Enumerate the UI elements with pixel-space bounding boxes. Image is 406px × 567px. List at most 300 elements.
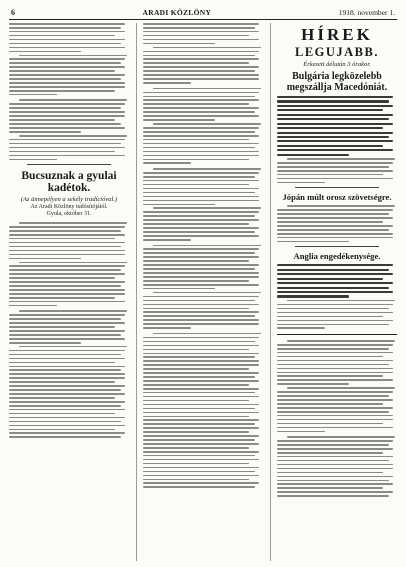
text-line-placeholder (277, 96, 393, 98)
text-line-placeholder (143, 70, 255, 72)
text-line-placeholder (9, 43, 121, 45)
text-line-placeholder (143, 482, 259, 484)
text-line-placeholder (143, 231, 255, 233)
text-line-placeholder (277, 483, 393, 485)
text-line-placeholder (143, 380, 259, 382)
text-line-placeholder (143, 115, 259, 117)
text-line-placeholder (277, 399, 393, 401)
text-line-placeholder (143, 159, 249, 161)
text-line-placeholder (143, 135, 259, 137)
text-line-placeholder (9, 305, 57, 307)
text-line-placeholder (143, 349, 249, 351)
text-line-placeholder (277, 174, 383, 176)
text-line-placeholder (277, 324, 389, 326)
text-line-placeholder (143, 288, 215, 290)
column-1 (9, 23, 129, 561)
text-line-placeholder (143, 311, 259, 313)
text-line-placeholder (9, 326, 115, 328)
text-line-placeholder (9, 354, 121, 356)
text-line-placeholder (143, 467, 259, 469)
text-line-placeholder (9, 413, 115, 415)
text-line-placeholder (9, 254, 125, 256)
text-line-placeholder (143, 235, 259, 237)
text-line-placeholder (143, 455, 255, 457)
text-line-placeholder (277, 419, 393, 421)
text-line-placeholder (143, 82, 191, 84)
text-line-placeholder (143, 219, 259, 221)
text-line-placeholder (277, 368, 393, 370)
text-line-placeholder (9, 314, 125, 316)
text-line-placeholder (277, 448, 393, 450)
article-separator (27, 164, 111, 165)
text-line-placeholder (277, 403, 383, 405)
text-line-placeholder (9, 369, 121, 371)
text-line-placeholder (143, 384, 249, 386)
text-line-placeholder (277, 233, 393, 235)
headline-japan: Jópán múlt orosz szövetségre. (282, 192, 392, 203)
text-line-placeholder (143, 419, 259, 421)
text-line-placeholder (9, 131, 81, 133)
text-line-placeholder (277, 327, 325, 329)
text-line-placeholder (143, 227, 259, 229)
text-line-placeholder (277, 316, 383, 318)
page-number: 6 (11, 8, 15, 17)
text-line-placeholder (287, 387, 395, 389)
text-line-placeholder (9, 350, 125, 352)
text-line-placeholder (9, 31, 125, 33)
text-line-placeholder (9, 273, 125, 275)
text-line-placeholder (19, 55, 127, 57)
text-line-placeholder (143, 423, 255, 425)
page-columns (9, 23, 397, 561)
text-line-placeholder (9, 86, 125, 88)
text-line-placeholder (153, 123, 261, 125)
text-line-placeholder (9, 397, 115, 399)
text-line-placeholder (277, 291, 393, 293)
text-line-placeholder (143, 223, 249, 225)
text-line-placeholder (9, 94, 57, 96)
text-line-placeholder (287, 340, 395, 342)
text-line-placeholder (143, 396, 259, 398)
text-line-placeholder (143, 341, 255, 343)
text-line-placeholder (143, 111, 255, 113)
text-line-placeholder (277, 320, 393, 322)
text-line-placeholder (9, 111, 125, 113)
text-line-placeholder (9, 277, 115, 279)
text-line-placeholder (287, 300, 395, 302)
text-line-placeholder (143, 447, 249, 449)
text-line-placeholder (277, 464, 393, 466)
text-line-placeholder (277, 209, 393, 211)
text-line-placeholder (143, 55, 255, 57)
text-line-placeholder (143, 143, 259, 145)
text-line-placeholder (9, 377, 125, 379)
text-line-placeholder (143, 92, 259, 94)
text-line-placeholder (277, 407, 393, 409)
text-line-placeholder (143, 360, 259, 362)
text-line-placeholder (277, 472, 383, 474)
text-line-placeholder (9, 103, 125, 105)
text-line-placeholder (9, 285, 121, 287)
text-line-placeholder (9, 35, 115, 37)
text-line-placeholder (277, 166, 389, 168)
text-line-placeholder (9, 265, 125, 267)
text-line-placeholder (143, 471, 255, 473)
text-line-placeholder (143, 364, 259, 366)
text-line-placeholder (9, 342, 81, 344)
text-line-placeholder (143, 192, 255, 194)
text-line-placeholder (9, 385, 125, 387)
text-line-placeholder (9, 23, 125, 25)
text-line-placeholder (277, 495, 389, 497)
text-line-placeholder (9, 242, 125, 244)
text-line-placeholder (143, 345, 259, 347)
text-line-placeholder (277, 360, 393, 362)
text-line-placeholder (277, 427, 393, 429)
text-line-placeholder (143, 31, 259, 33)
text-line-placeholder (19, 135, 127, 137)
text-line-placeholder (277, 287, 389, 289)
text-line-placeholder (143, 204, 215, 206)
text-line-placeholder (143, 475, 259, 477)
text-line-placeholder (9, 301, 125, 303)
article-separator (295, 187, 379, 188)
text-line-placeholder (9, 246, 121, 248)
text-line-placeholder (277, 123, 393, 125)
text-line-placeholder (9, 51, 81, 53)
text-line-placeholder (143, 180, 259, 182)
text-line-placeholder (277, 423, 383, 425)
text-line-placeholder (9, 143, 121, 145)
text-line-placeholder (9, 39, 125, 41)
section-rule (277, 334, 397, 335)
text-line-placeholder (9, 139, 125, 141)
column-2 (136, 23, 263, 561)
text-line-placeholder (9, 362, 115, 364)
text-line-placeholder (143, 103, 249, 105)
text-line-placeholder (143, 23, 259, 25)
text-line-placeholder (9, 115, 125, 117)
text-line-placeholder (9, 366, 125, 368)
text-line-placeholder (277, 237, 393, 239)
section-title-hirek: HÍREK (301, 25, 373, 44)
text-line-placeholder (143, 304, 259, 306)
text-line-placeholder (277, 114, 393, 116)
text-line-placeholder (143, 443, 259, 445)
text-line-placeholder (9, 417, 125, 419)
text-line-placeholder (277, 109, 383, 111)
text-line-placeholder (9, 82, 125, 84)
text-line-placeholder (9, 421, 121, 423)
text-line-placeholder (277, 452, 383, 454)
text-line-placeholder (277, 391, 393, 393)
text-line-placeholder (9, 436, 121, 438)
text-line-placeholder (153, 207, 261, 209)
text-line-placeholder (9, 358, 125, 360)
article-source: Az Aradi Közlöny tudósítójától. (30, 204, 108, 211)
article-title: Bucsuznak a gyulai kadétok. (21, 170, 117, 195)
text-line-placeholder (153, 245, 261, 247)
news-timestamp: Érkezett délután 3 órakor. (303, 61, 371, 68)
text-line-placeholder (143, 172, 259, 174)
text-line-placeholder (143, 284, 259, 286)
text-line-placeholder (277, 269, 389, 271)
text-line-placeholder (277, 487, 383, 489)
text-line-placeholder (143, 74, 259, 76)
text-line-placeholder (143, 451, 259, 453)
text-line-placeholder (143, 131, 255, 133)
text-line-placeholder (9, 90, 115, 92)
text-line-placeholder (143, 78, 259, 80)
text-line-placeholder (143, 459, 259, 461)
text-line-placeholder (9, 409, 125, 411)
text-line-placeholder (143, 376, 255, 378)
text-line-placeholder (19, 310, 127, 312)
text-line-placeholder (277, 182, 325, 184)
text-line-placeholder (143, 215, 255, 217)
text-line-placeholder (9, 338, 125, 340)
text-line-placeholder (9, 234, 125, 236)
text-line-placeholder (277, 352, 393, 354)
text-line-placeholder (277, 364, 389, 366)
text-line-placeholder (9, 322, 125, 324)
text-line-placeholder (277, 348, 389, 350)
text-line-placeholder (9, 147, 125, 149)
text-line-placeholder (277, 145, 383, 147)
text-line-placeholder (277, 395, 389, 397)
text-line-placeholder (143, 239, 191, 241)
text-line-placeholder (153, 292, 261, 294)
text-line-placeholder (143, 388, 259, 390)
text-line-placeholder (143, 184, 249, 186)
text-line-placeholder (143, 315, 255, 317)
text-line-placeholder (287, 158, 395, 160)
text-line-placeholder (277, 379, 393, 381)
text-line-placeholder (277, 100, 389, 102)
text-line-placeholder (153, 88, 261, 90)
text-line-placeholder (143, 368, 249, 370)
text-line-placeholder (143, 27, 255, 29)
text-line-placeholder (277, 229, 389, 231)
text-line-placeholder (143, 416, 249, 418)
text-line-placeholder (19, 346, 127, 348)
article-dateline: Gyula, október 31. (46, 211, 92, 218)
text-line-placeholder (277, 127, 383, 129)
text-line-placeholder (287, 205, 395, 207)
text-line-placeholder (9, 226, 125, 228)
text-line-placeholder (9, 269, 121, 271)
text-line-placeholder (277, 136, 389, 138)
text-line-placeholder (9, 334, 121, 336)
text-line-placeholder (277, 308, 389, 310)
text-line-placeholder (9, 159, 57, 161)
text-line-placeholder (143, 43, 215, 45)
text-line-placeholder (143, 96, 255, 98)
text-line-placeholder (143, 400, 249, 402)
text-line-placeholder (277, 415, 393, 417)
text-line-placeholder (277, 178, 393, 180)
text-line-placeholder (277, 344, 393, 346)
text-line-placeholder (277, 225, 393, 227)
text-line-placeholder (143, 252, 255, 254)
text-line-placeholder (143, 427, 259, 429)
text-line-placeholder (277, 217, 393, 219)
text-line-placeholder (9, 293, 125, 295)
page-header (9, 5, 397, 17)
text-line-placeholder (9, 289, 125, 291)
text-line-placeholder (277, 460, 389, 462)
text-line-placeholder (277, 456, 393, 458)
text-line-placeholder (143, 439, 255, 441)
text-line-placeholder (143, 155, 259, 157)
text-line-placeholder (143, 308, 249, 310)
text-line-placeholder (143, 264, 259, 266)
text-line-placeholder (9, 119, 115, 121)
text-line-placeholder (9, 66, 125, 68)
text-line-placeholder (9, 62, 121, 64)
text-line-placeholder (277, 431, 325, 433)
text-line-placeholder (277, 372, 393, 374)
text-line-placeholder (9, 70, 115, 72)
text-line-placeholder (277, 312, 393, 314)
text-line-placeholder (143, 479, 249, 481)
text-line-placeholder (143, 356, 255, 358)
text-line-placeholder (277, 118, 389, 120)
text-line-placeholder (143, 412, 259, 414)
text-line-placeholder (9, 401, 125, 403)
text-line-placeholder (19, 99, 127, 101)
text-line-placeholder (277, 154, 349, 156)
text-line-placeholder (277, 140, 393, 142)
text-line-placeholder (277, 273, 393, 275)
text-line-placeholder (277, 221, 383, 223)
text-line-placeholder (143, 392, 255, 394)
text-line-placeholder (143, 39, 259, 41)
text-line-placeholder (9, 151, 115, 153)
text-line-placeholder (143, 196, 259, 198)
text-line-placeholder (143, 176, 255, 178)
text-line-placeholder (9, 127, 125, 129)
text-line-placeholder (9, 238, 115, 240)
article-separator (295, 246, 379, 247)
text-line-placeholder (9, 123, 121, 125)
text-line-placeholder (153, 168, 261, 170)
text-line-placeholder (277, 162, 393, 164)
text-line-placeholder (277, 444, 389, 446)
text-line-placeholder (277, 170, 393, 172)
text-line-placeholder (277, 375, 383, 377)
text-line-placeholder (277, 440, 393, 442)
text-line-placeholder (143, 256, 259, 258)
text-line-placeholder (9, 393, 125, 395)
headline-bulgaria: Bulgária legközelebb megszállja Macedóniát. (286, 71, 388, 93)
text-line-placeholder (277, 132, 393, 134)
text-line-placeholder (9, 27, 121, 29)
text-line-placeholder (143, 486, 255, 488)
text-line-placeholder (277, 282, 393, 284)
text-line-placeholder (277, 480, 389, 482)
text-line-placeholder (9, 297, 115, 299)
text-line-placeholder (9, 432, 125, 434)
text-line-placeholder (277, 476, 393, 478)
newspaper-title: ARADI KÖZLÖNY (142, 8, 212, 17)
text-line-placeholder (143, 431, 249, 433)
text-line-placeholder (143, 319, 259, 321)
text-line-placeholder (143, 66, 259, 68)
text-line-placeholder (9, 425, 125, 427)
text-line-placeholder (19, 222, 127, 224)
text-line-placeholder (143, 463, 249, 465)
text-line-placeholder (277, 468, 393, 470)
text-line-placeholder (9, 429, 115, 431)
text-line-placeholder (143, 200, 259, 202)
text-line-placeholder (143, 260, 249, 262)
text-line-placeholder (277, 264, 393, 266)
text-line-placeholder (143, 372, 259, 374)
text-line-placeholder (9, 381, 115, 383)
text-line-placeholder (143, 139, 249, 141)
text-line-placeholder (143, 162, 191, 164)
text-line-placeholder (143, 272, 259, 274)
text-line-placeholder (9, 250, 125, 252)
text-line-placeholder (9, 405, 121, 407)
text-line-placeholder (277, 105, 393, 107)
text-line-placeholder (143, 435, 259, 437)
text-line-placeholder (143, 51, 259, 53)
text-line-placeholder (9, 258, 81, 260)
headline-anglia: Anglia engedékenysége. (293, 251, 381, 262)
text-line-placeholder (143, 323, 259, 325)
text-line-placeholder (9, 373, 125, 375)
text-line-placeholder (277, 241, 349, 243)
text-line-placeholder (9, 78, 121, 80)
text-line-placeholder (143, 58, 259, 60)
text-line-placeholder (143, 211, 259, 213)
text-line-placeholder (143, 327, 191, 329)
text-line-placeholder (143, 107, 259, 109)
text-line-placeholder (277, 411, 389, 413)
text-line-placeholder (9, 281, 125, 283)
header-rule (9, 19, 397, 20)
text-line-placeholder (143, 35, 249, 37)
text-line-placeholder (143, 296, 259, 298)
text-line-placeholder (143, 337, 259, 339)
text-line-placeholder (9, 318, 121, 320)
text-line-placeholder (287, 436, 395, 438)
text-line-placeholder (143, 353, 259, 355)
text-line-placeholder (153, 333, 261, 335)
text-line-placeholder (277, 295, 349, 297)
text-line-placeholder (9, 155, 125, 157)
text-line-placeholder (9, 47, 125, 49)
text-line-placeholder (143, 248, 259, 250)
text-line-placeholder (143, 268, 255, 270)
text-line-placeholder (143, 404, 259, 406)
text-line-placeholder (143, 127, 259, 129)
text-line-placeholder (143, 147, 255, 149)
text-line-placeholder (143, 280, 249, 282)
text-line-placeholder (143, 62, 249, 64)
text-line-placeholder (143, 151, 259, 153)
text-line-placeholder (9, 389, 121, 391)
issue-date: 1918. november 1. (338, 8, 395, 17)
text-line-placeholder (143, 188, 259, 190)
text-line-placeholder (19, 262, 127, 264)
text-line-placeholder (277, 149, 393, 151)
subsection-title-legujabb: LEGUJABB. (294, 45, 379, 59)
text-line-placeholder (143, 276, 259, 278)
text-line-placeholder (153, 47, 261, 49)
